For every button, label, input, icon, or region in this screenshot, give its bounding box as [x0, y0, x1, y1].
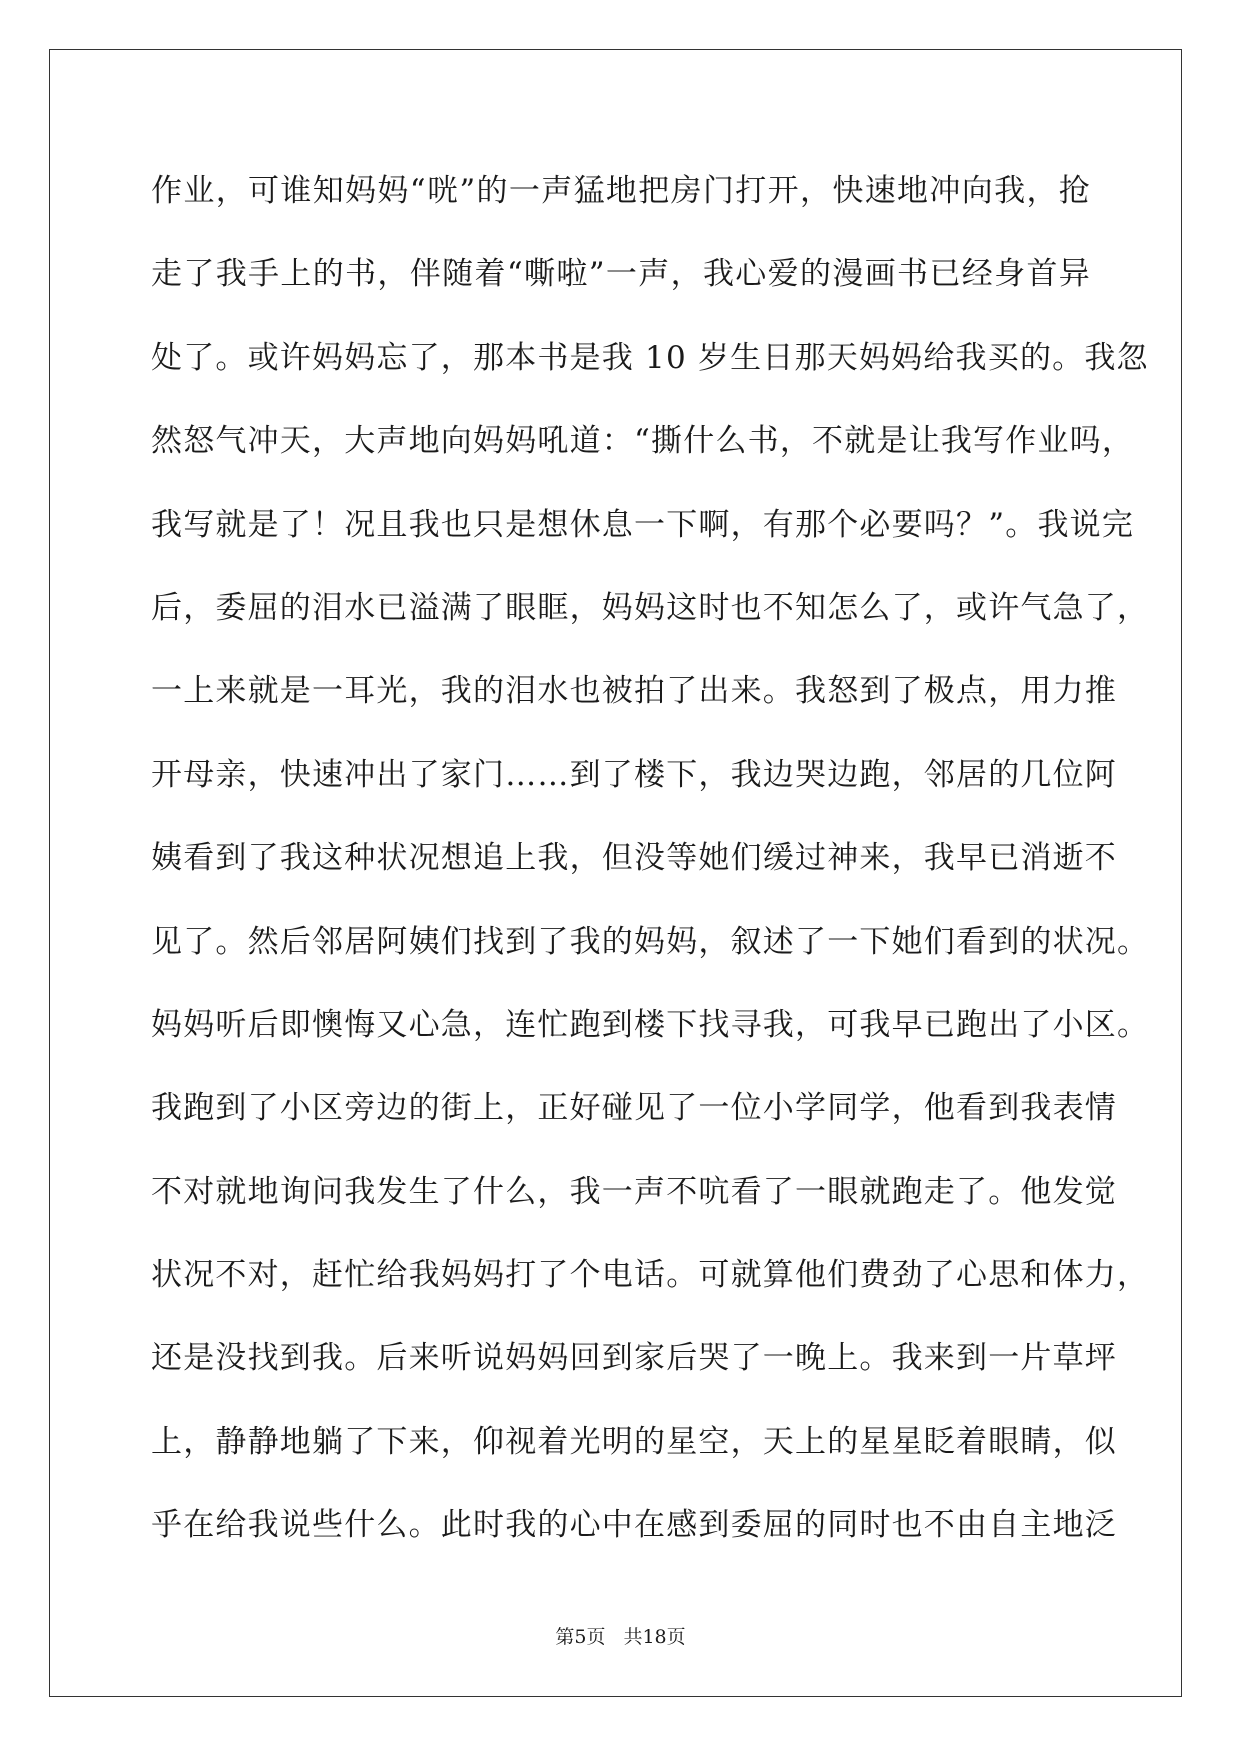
text-line: 一上来就是一耳光，我的泪水也被拍了出来。我怒到了极点，用力推 [151, 673, 1117, 710]
text-line: 走了我手上的书，伴随着“嘶啦”一声，我心爱的漫画书已经身首异 [151, 256, 1091, 293]
text-line: 我跑到了小区旁边的街上，正好碰见了一位小学同学，他看到我表情 [151, 1090, 1117, 1127]
page-footer [0, 1622, 1241, 1649]
text-line: 处了。或许妈妈忘了，那本书是我 10 岁生日那天妈妈给我买的。我忽 [151, 339, 1149, 376]
text-line: 我写就是了！况且我也只是想休息一下啊，有那个必要吗？”。我说完 [151, 506, 1135, 543]
body-text [151, 166, 1150, 1584]
total-page-count: 共18页 [623, 1626, 686, 1648]
text-line: 姨看到了我这种状况想追上我，但没等她们缓过神来，我早已消逝不 [151, 840, 1117, 877]
text-line: 上，静静地躺了下来，仰视着光明的星空，天上的星星眨着眼睛，似 [151, 1423, 1117, 1460]
text-line: 乎在给我说些什么。此时我的心中在感到委屈的同时也不由自主地泛 [151, 1507, 1117, 1544]
text-line: 还是没找到我。后来听说妈妈回到家后哭了一晚上。我来到一片草坪 [151, 1340, 1117, 1377]
text-line: 然怒气冲天，大声地向妈妈吼道：“撕什么书，不就是让我写作业吗， [151, 423, 1135, 460]
current-page-number: 第5页 [555, 1626, 606, 1648]
text-line: 开母亲，快速冲出了家门……到了楼下，我边哭边跑，邻居的几位阿 [151, 756, 1117, 793]
text-line: 见了。然后邻居阿姨们找到了我的妈妈，叙述了一下她们看到的状况。 [151, 923, 1150, 960]
text-line: 妈妈听后即懊悔又心急，连忙跑到楼下找寻我，可我早已跑出了小区。 [151, 1006, 1150, 1043]
text-line: 后，委屈的泪水已溢满了眼眶，妈妈这时也不知怎么了，或许气急了， [151, 589, 1150, 626]
text-line: 作业，可谁知妈妈“咣”的一声猛地把房门打开，快速地冲向我，抢 [151, 173, 1091, 209]
text-line: 状况不对，赶忙给我妈妈打了个电话。可就算他们费劲了心思和体力， [151, 1257, 1150, 1294]
text-line: 不对就地询问我发生了什么，我一声不吭看了一眼就跑走了。他发觉 [151, 1173, 1117, 1210]
